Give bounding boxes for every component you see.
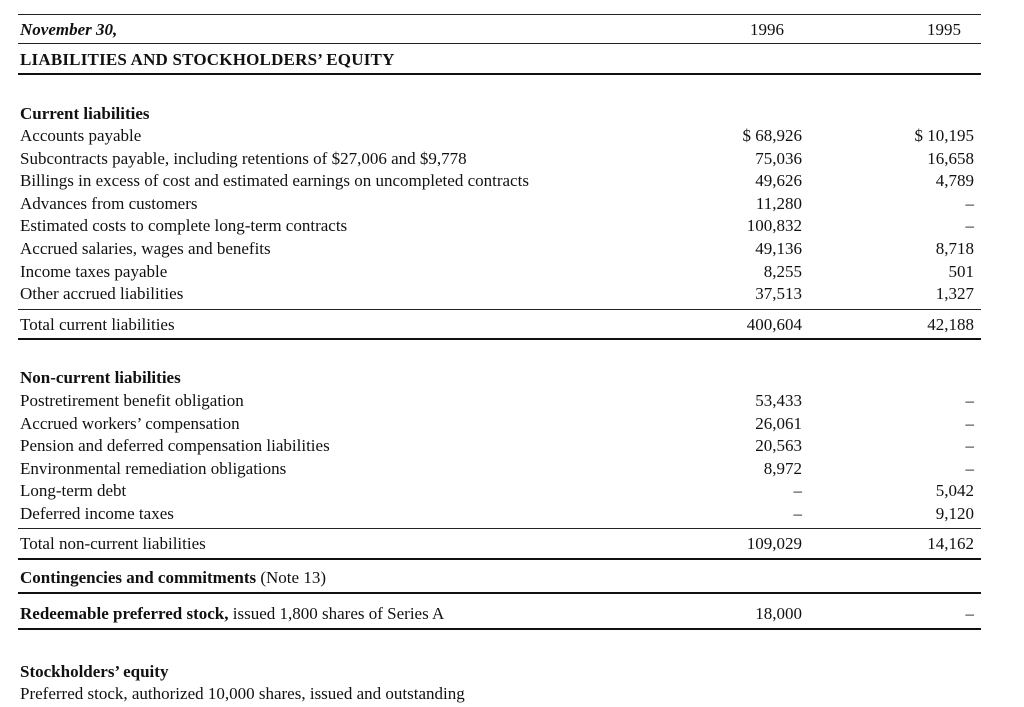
- row-label: Other accrued liabilities: [20, 284, 184, 304]
- contingencies-title: Contingencies and commitments: [20, 568, 257, 587]
- redeemable-title: Redeemable preferred stock,: [20, 604, 229, 623]
- row-value-1996: 75,036: [755, 148, 802, 168]
- row-value-1995: 501: [948, 261, 974, 281]
- noncurrent-subtotal-rule: [18, 528, 981, 529]
- row-value-1996: 26,061: [755, 413, 802, 433]
- row-label: Pension and deferred compensation liabilities: [20, 436, 330, 456]
- row-value-1996: 100,832: [746, 216, 802, 236]
- row-label: Estimated costs to complete long-term contracts: [20, 216, 348, 236]
- redeemable-1996: 18,000: [755, 604, 802, 623]
- current-liabilities-heading: Current liabilities: [20, 104, 150, 123]
- row-value-1996: 49,136: [755, 239, 802, 258]
- row-label: Deferred income taxes: [20, 504, 174, 523]
- row-value-1996: $ 68,926: [742, 126, 802, 145]
- row-label: Accrued salaries, wages and benefits: [20, 239, 271, 258]
- total-noncurrent-1996: 109,029: [746, 534, 802, 553]
- total-noncurrent-label: Total non-current liabilities: [20, 534, 206, 553]
- row-value-1995: $ 10,195: [914, 126, 974, 145]
- redeemable-line: [20, 604, 444, 624]
- year-1995-header: 1995: [927, 20, 961, 39]
- row-value-1995: 5,042: [935, 481, 974, 501]
- row-label: Advances from customers: [20, 193, 198, 213]
- redeemable-rule: [18, 628, 981, 630]
- date-label: November 30,: [20, 20, 118, 39]
- top-rule: [18, 14, 981, 15]
- row-value-1995: –: [965, 216, 974, 236]
- row-value-1996: 8,255: [763, 261, 802, 281]
- section-rule: [18, 73, 981, 75]
- row-label: Postretirement benefit obligation: [20, 391, 244, 410]
- header-rule: [18, 43, 981, 44]
- row-label: Accounts payable: [20, 126, 142, 145]
- total-current-1995: 42,188: [927, 315, 974, 334]
- row-value-1996: –: [793, 504, 802, 523]
- row-value-1996: 11,280: [755, 193, 802, 213]
- equity-preferred-line: Preferred stock, authorized 10,000 shares, issued and outstanding: [20, 684, 465, 703]
- section-title: LIABILITIES AND STOCKHOLDERS’ EQUITY: [20, 50, 395, 69]
- row-value-1995: –: [965, 193, 974, 213]
- redeemable-desc: issued 1,800 shares of Series A: [228, 604, 445, 623]
- row-label: Income taxes payable: [20, 261, 168, 281]
- row-label: Accrued workers’ compensation: [20, 413, 240, 433]
- total-noncurrent-1995: 14,162: [927, 534, 974, 553]
- row-value-1996: –: [793, 481, 802, 501]
- row-label: Long-term debt: [20, 481, 127, 501]
- row-value-1995: –: [965, 413, 974, 433]
- row-value-1995: 1,327: [935, 284, 974, 304]
- contingencies-rule: [18, 592, 981, 594]
- redeemable-1995: –: [965, 604, 974, 623]
- row-label: Subcontracts payable, including retentions of $27,006 and $9,778: [20, 148, 467, 168]
- row-value-1995: –: [965, 458, 974, 478]
- noncurrent-liabilities-heading: Non-current liabilities: [20, 368, 181, 387]
- row-value-1996: 20,563: [755, 436, 802, 456]
- contingencies-note: (Note 13): [256, 568, 326, 587]
- contingencies-line: [20, 568, 326, 588]
- row-value-1995: 9,120: [935, 504, 974, 523]
- row-value-1995: –: [965, 436, 974, 456]
- total-current-label: Total current liabilities: [20, 315, 175, 334]
- equity-heading: Stockholders’ equity: [20, 662, 169, 681]
- row-value-1996: 8,972: [763, 458, 802, 478]
- year-1996-header: 1996: [750, 20, 784, 39]
- row-value-1996: 53,433: [755, 391, 802, 410]
- current-total-rule: [18, 338, 981, 340]
- current-subtotal-rule: [18, 309, 981, 310]
- row-value-1995: –: [965, 391, 974, 410]
- noncurrent-total-rule: [18, 558, 981, 560]
- row-value-1996: 37,513: [755, 284, 802, 304]
- row-value-1996: 49,626: [755, 171, 802, 191]
- total-current-1996: 400,604: [746, 315, 802, 334]
- row-label: Environmental remediation obligations: [20, 458, 287, 478]
- row-value-1995: 8,718: [935, 239, 974, 258]
- row-value-1995: 4,789: [935, 171, 974, 191]
- row-label: Billings in excess of cost and estimated earnings on uncompleted contracts: [20, 171, 529, 191]
- row-value-1995: 16,658: [927, 148, 974, 168]
